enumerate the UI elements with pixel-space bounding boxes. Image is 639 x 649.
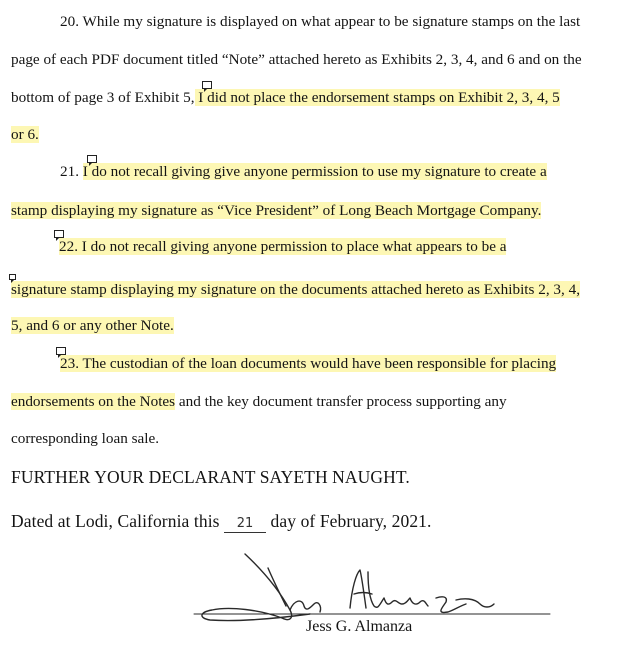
para-22-highlight-3: 5, and 6 or any other Note. bbox=[11, 317, 174, 334]
para-21-line-2 bbox=[11, 201, 541, 221]
para-22-highlight-1: 22. I do not recall giving anyone permission to place what appears to be a bbox=[59, 238, 507, 255]
comment-icon[interactable] bbox=[9, 274, 16, 280]
para-23-line-2 bbox=[11, 392, 507, 412]
comment-icon[interactable] bbox=[202, 81, 212, 89]
para-20-text-2: page of each PDF document titled “Note” attached hereto as Exhibits 2, 3, 4, and 6 and on the bbox=[11, 51, 582, 68]
comment-icon[interactable] bbox=[87, 155, 97, 163]
day-field: 21 bbox=[224, 516, 266, 533]
para-21-highlight-2: stamp displaying my signature as “Vice President” of Long Beach Mortgage Company. bbox=[11, 202, 542, 219]
declarant-statement bbox=[11, 467, 410, 487]
para-23-line-3 bbox=[11, 429, 159, 449]
para-20-text-1: 20. While my signature is displayed on what appear to be signature stamps on the last bbox=[60, 13, 581, 30]
para-20-line-4 bbox=[11, 125, 39, 145]
para-23-text-3: corresponding loan sale. bbox=[11, 430, 160, 447]
para-22-line-1 bbox=[59, 237, 506, 257]
para-22-line-3 bbox=[11, 316, 174, 336]
para-22-line-2 bbox=[11, 280, 580, 300]
para-23-highlight-2: endorsements on the Notes bbox=[11, 393, 176, 410]
signer-name: Jess G. Almanza bbox=[306, 618, 413, 635]
para-21-line-1 bbox=[60, 162, 547, 182]
dated-prefix: Dated at Lodi, California this bbox=[11, 511, 225, 531]
para-21-number: 21. bbox=[60, 163, 83, 180]
para-20-text-3a: bottom of page 3 of Exhibit 5, bbox=[11, 89, 195, 106]
declarant-statement-text: FURTHER YOUR DECLARANT SAYETH NAUGHT. bbox=[11, 467, 410, 487]
para-21-highlight-1: I do not recall giving give anyone permission to use my signature to create a bbox=[82, 163, 547, 180]
para-23-highlight-1: 23. The custodian of the loan documents would have been responsible for placing bbox=[60, 355, 557, 372]
para-20-line-3 bbox=[11, 88, 560, 108]
para-22-highlight-2: signature stamp displaying my signature on the documents attached hereto as Exhibits 2, 3, 4, bbox=[11, 281, 580, 298]
dated-suffix: day of February, 2021. bbox=[266, 511, 432, 531]
dated-line bbox=[11, 511, 432, 533]
para-20-line-1 bbox=[60, 12, 580, 32]
para-23-text-2: and the key document transfer process supporting any bbox=[175, 393, 507, 410]
para-20-line-2 bbox=[11, 50, 582, 70]
comment-icon[interactable] bbox=[54, 230, 64, 238]
para-20-highlight-3: I did not place the endorsement stamps on Exhibit 2, 3, 4, 5 bbox=[194, 89, 560, 106]
comment-icon[interactable] bbox=[56, 347, 66, 355]
para-23-line-1 bbox=[60, 354, 556, 374]
para-20-highlight-4: or 6. bbox=[11, 126, 39, 143]
